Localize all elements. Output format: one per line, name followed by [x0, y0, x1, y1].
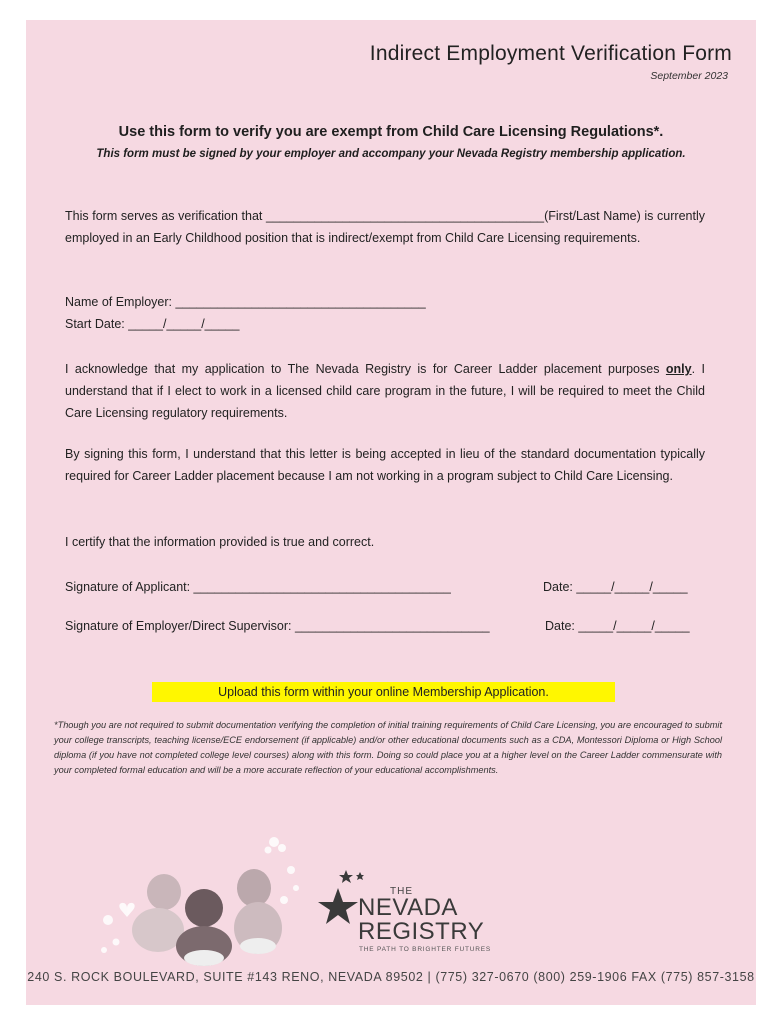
babies-photo-illustration: [96, 830, 311, 970]
acknowledge-paragraph: [65, 358, 705, 424]
logo-the: THE: [390, 886, 413, 897]
form-date: September 2023: [650, 70, 728, 82]
signing-paragraph: By signing this form, I understand that this letter is being accepted in lieu of the standard documentation typically required for Career Ladder placement because I am not working in a program subject to Child Care Licensing.: [65, 447, 705, 483]
employer-name-line: Name of Employer: ____________________________________: [65, 295, 426, 309]
form-page: [26, 20, 756, 1005]
applicant-date-line: Date: _____/_____/_____: [543, 580, 688, 594]
address-footer: 240 S. ROCK BOULEVARD, SUITE #143 RENO, NEVADA 89502 | (775) 327-0670 (800) 259-1906 FAX (775) 857-3158: [27, 970, 755, 984]
form-subheading: This form must be signed by your employer and accompany your Nevada Registry membership application.: [96, 148, 686, 160]
employer-date-line: Date: _____/_____/_____: [545, 619, 690, 633]
logo-registry: REGISTRY: [358, 918, 485, 945]
form-title: Indirect Employment Verification Form: [369, 42, 732, 65]
employer-signature-line: Signature of Employer/Direct Supervisor: ____________________________: [65, 619, 490, 633]
form-heading: Use this form to verify you are exempt from Child Care Licensing Regulations*.: [118, 124, 664, 140]
nevada-registry-logo: [318, 866, 492, 956]
logo-nevada: NEVADA: [358, 894, 458, 921]
certify-statement: I certify that the information provided is true and correct.: [65, 535, 375, 549]
applicant-signature-line: Signature of Applicant: _____________________________________: [65, 580, 451, 594]
footnote: *Though you are not required to submit documentation verifying the completion of initial training requirements of Child Care Licensing, you are encouraged to submit your college transcripts, teaching license/ECE endorsement (if applicable) and/or other educational documents such as a CDA, Montessori Diploma or High School diploma (if you have not completed college level courses) along with this form. Doing so could place you at a higher level on the Career Ladder commensurate with your completed formal education and will be a more accurate reflection of your educational accomplishments.: [54, 720, 723, 775]
verification-paragraph: This form serves as verification that ________________________________________(First/Last Name) is currently employed in an Early Childhood position that is indirect/exempt from Child Care Licensing requirements.: [65, 209, 705, 245]
start-date-line: Start Date: _____/_____/_____: [65, 317, 240, 331]
acknowledge-part2: . I understand that if I elect to work in a licensed child care program in the future, I will be required to meet the Child Care Licensing regulatory requirements.: [65, 362, 705, 420]
acknowledge-part1: I acknowledge that my application to The Nevada Registry is for Career Ladder placement purposes: [65, 362, 666, 376]
logo-tagline: THE PATH TO BRIGHTER FUTURES: [359, 946, 492, 953]
upload-notice: Upload this form within your online Membership Application.: [152, 682, 615, 702]
acknowledge-emphasis: only: [665, 362, 692, 376]
